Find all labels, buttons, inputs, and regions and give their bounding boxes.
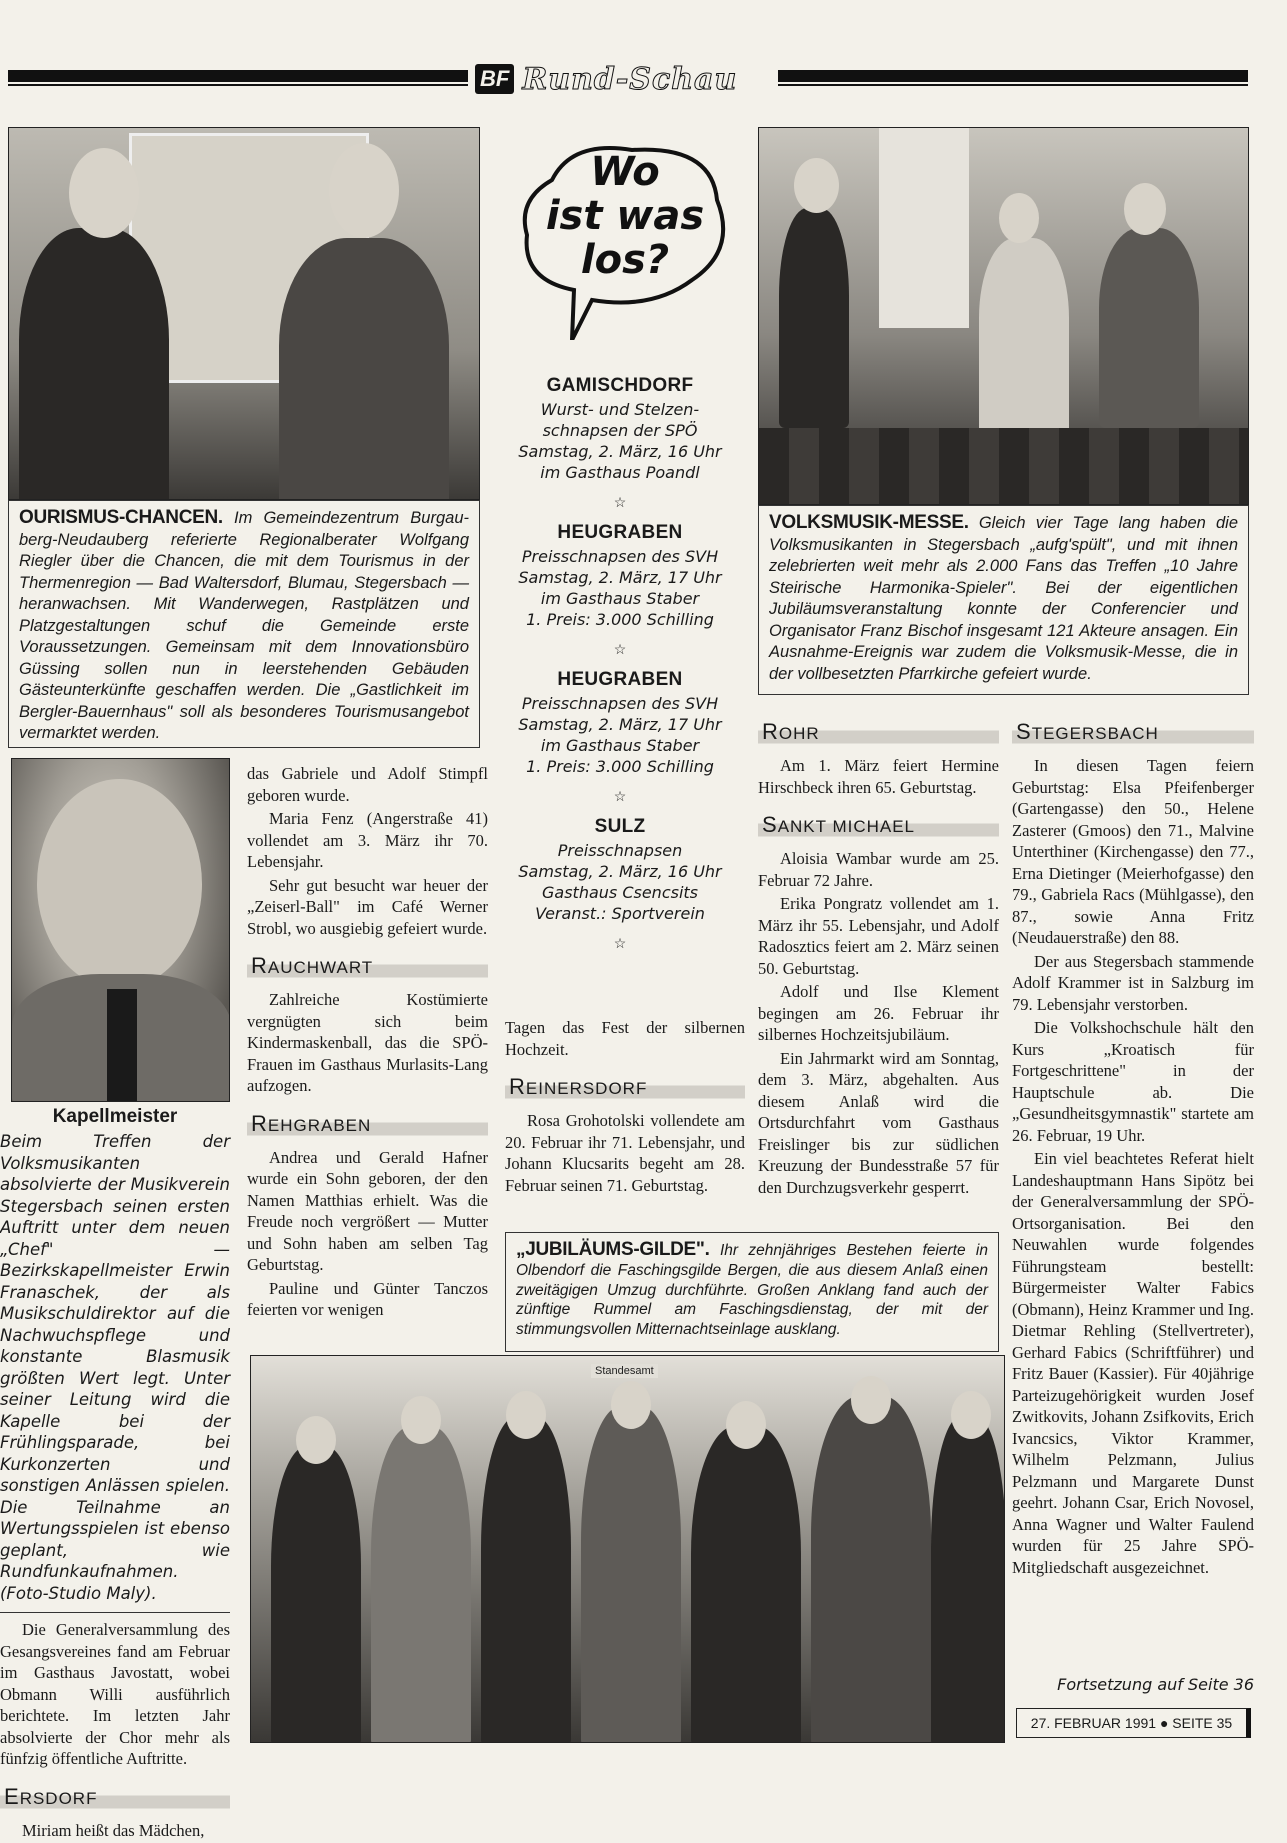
person: [1099, 228, 1199, 428]
person: [779, 208, 849, 428]
article-text: Beim Treffen der Volksmusikanten absolvierte der Musikverein Stegersbach seinen ersten Auftritt unter dem neuen „Chef" — Bezirkskapellmeister Erwin Franaschek, der als Musikschuldirektor auf die Nachwuchspflege und konstante Blasmusik größten Wert legt. Unter seiner Leitung wird die Kapelle bei der Frühlingsparade, bei Kurkonzerten und sonstigen Anlässen spielen. Die Teilnahme an Wertungsspielen ist ebenso geplant, wie Rundfunkaufnahmen. (Foto-Studio Maly).: [0, 1132, 230, 1603]
paragraph: In diesen Tagen feiern Geburtstag: Elsa Pfeifenberger (Gartengasse) den 50., Helene Zasterer (Gmoos) den 71., Malvine Unterthiner (Kirchengasse) den 77., Erna Dietinger (Meierhofgasse) den 79., Gabriela Racs (Mühlgasse), den 87., sowie Anna Fritz (Neudauerstraße) den 88.: [1012, 756, 1254, 947]
event-line: Samstag, 2. März, 17 Uhr: [518, 568, 722, 587]
event-line: Gasthaus Csencsits: [542, 883, 698, 902]
person: [279, 238, 449, 500]
event-line: im Gasthaus Staber: [540, 589, 700, 608]
paragraph: Am 1. März feiert Hermine Hirschbeck ihren 65. Geburtstag.: [758, 756, 999, 797]
event-line: Preisschnapsen des SVH: [521, 547, 719, 566]
paragraph: Die Volkshochschule hält den Kurs „Kroatisch für Fortgeschrittene" in der Hauptschule ab. Die „Gesundheitsgymnastik" startete am 26. Februar, 19 Uhr.: [1012, 1018, 1254, 1145]
event-line: Veranst.: Sportverein: [535, 904, 705, 923]
caption-headline: VOLKSMUSIK-MESSE.: [769, 512, 969, 533]
star-icon: ☆: [613, 643, 627, 658]
star-icon: ☆: [613, 790, 627, 805]
paragraph: Zahlreiche Kostümierte vergnügten sich beim Kindermaskenball, das die SPÖ-Frauen im Gasthaus Murlasits-Lang aufzogen.: [247, 990, 488, 1095]
bubble-line: Wo: [590, 149, 660, 195]
face: [329, 143, 399, 238]
paragraph: Der aus Stegersbach stammende Adolf Krammer ist in Salzburg im 79. Lebensjahr verstorben.: [1012, 951, 1254, 1014]
column-4: [758, 705, 999, 1200]
kapellmeister-article: [0, 1102, 230, 1843]
face: [999, 193, 1039, 243]
event-line: Wurst- und Stelzen-: [540, 400, 700, 419]
event-item: [505, 816, 735, 924]
logo-rundschau: Rund-Schau: [522, 61, 738, 97]
logo-bf: BF: [475, 64, 514, 94]
event-line: Samstag, 2. März, 16 Uhr: [518, 862, 722, 881]
face: [69, 148, 139, 238]
paragraph: Erika Pongratz vollendet am 1. März ihr 55. Lebensjahr, und Adolf Radosztics feiert am 2. März seinen 50. Geburtstag.: [758, 894, 999, 978]
event-place: SULZ: [594, 816, 646, 837]
section-heading: RAUCHWART: [247, 953, 488, 979]
event-line: im Gasthaus Poandl: [540, 463, 700, 482]
section-heading: REHGRABEN: [247, 1111, 488, 1137]
divider: [0, 1612, 230, 1613]
face: [506, 1391, 546, 1439]
event-place: HEUGRABEN: [557, 669, 683, 690]
person: [581, 1406, 681, 1743]
star-icon: ☆: [613, 496, 627, 511]
face: [951, 1391, 991, 1439]
person: [271, 1446, 361, 1743]
bubble-text: [530, 150, 720, 282]
paragraph: Pauline und Günter Tanczos feierten vor wenigen: [247, 1278, 488, 1319]
pillar: [879, 128, 969, 328]
event-item: [505, 375, 735, 483]
face: [794, 158, 839, 213]
event-line: schnapsen der SPÖ: [542, 421, 698, 440]
photo-volksmusik: [758, 127, 1249, 505]
event-item: [505, 669, 735, 777]
bubble-line: ist was: [545, 193, 705, 239]
caption-headline: OURISMUS-CHANCEN.: [19, 507, 223, 528]
column-5: [1012, 705, 1254, 1580]
paragraph: Rosa Grohotolski vollendete am 20. Februar ihr 71. Lebensjahr, und Johann Klucsarits begeht am 28. Februar seinen 71. Geburtstag.: [505, 1111, 745, 1195]
tie: [107, 989, 137, 1102]
person: [19, 228, 169, 500]
header-rule-left: [8, 70, 468, 82]
face: [296, 1416, 336, 1464]
caption-text: Gleich vier Tage lang haben die Volksmusikanten in Stegersbach „aufg'spült", und mit ihnen zelebrierten weit mehr als 2.000 Fans das Treffen „10 Jahre Steirische Harmonika-Spieler". Bei der eigentlichen Jubiläumsveranstaltung konnte der Conferencier und Organisator Franz Bischof insgesamt 121 Akteure ansagen. Ein Ausnahme-Ereignis war zudem die Volksmusik-Messe, die in der vollbesetzten Pfarrkirche gefeiert wurde.: [769, 514, 1238, 683]
event-line: 1. Preis: 3.000 Schilling: [526, 757, 714, 776]
face: [37, 779, 202, 989]
paragraph: Maria Fenz (Angerstraße 41) vollendet am 3. März ihr 70. Lebensjahr.: [247, 809, 488, 871]
caption-text: Ihr zehnjähriges Bestehen feierte in Olbendorf die Faschingsgilde Bergen, die aus diesem Anlaß einen zweitägigen Umzug durchführte. Großen Anklang fand auch der zünftige Rummel am Faschingsdienstag, der mit der stimmungsvollen Mitternachtseinlage ausklang.: [516, 1242, 988, 1338]
photo-faschingsgilde: [250, 1355, 1005, 1743]
page-footer: 27. FEBRUAR 1991 ● SEITE 35: [1016, 1708, 1251, 1738]
event-line: Preisschnapsen: [557, 841, 683, 860]
star-icon: ☆: [613, 937, 627, 952]
event-place: HEUGRABEN: [557, 522, 683, 543]
face: [1124, 183, 1166, 235]
event-line: Preisschnapsen des SVH: [521, 694, 719, 713]
face: [851, 1376, 891, 1424]
event-item: [505, 522, 735, 630]
continued-note: Fortsetzung auf Seite 36: [1057, 1675, 1254, 1694]
section-heading: ERSDORF: [0, 1784, 230, 1810]
caption-text: Im Gemeindezentrum Burgau-berg-Neudauberg referierte Regionalberater Wolfgang Riegler über die Chancen, die mit dem Tourismus in der Thermenregion — Bad Waltersdorf, Blumau, Stegersbach — heranwachsen. Mit Wanderwegen, Rastplätzen und Platzgestaltungen schuf die Gemeinde erste Voraussetzungen. Gemeinsam mit dem Innovationsbüro Güssing sollen nun in leerstehenden Gebäuden Gästeunterkünfte geschaffen werden. Die „Gastlichkeit im Bergler-Bauernhaus" soll als besonderes Tourismusangebot vermarktet werden.: [19, 509, 469, 742]
event-line: Samstag, 2. März, 16 Uhr: [518, 442, 722, 461]
paragraph: Sehr gut besucht war heuer der „Zeiserl-Ball" im Café Werner Strobl, wo ausgiebig gefeiert wurde.: [247, 875, 488, 938]
caption-volksmusik: [758, 505, 1249, 695]
event-list: [505, 365, 735, 957]
caption-jubilaeum: [505, 1232, 999, 1352]
article-text-block: [0, 1619, 230, 1841]
event-line: 1. Preis: 3.000 Schilling: [526, 610, 714, 629]
paragraph: das Gabriele und Adolf Stimpfl geboren wurde.: [247, 764, 488, 805]
person: [481, 1416, 571, 1743]
caption-tourismus: [8, 500, 480, 748]
person: [979, 238, 1069, 438]
person: [691, 1426, 801, 1743]
bubble-line: los?: [580, 237, 670, 283]
paragraph: Ein Jahrmarkt wird am Sonntag, dem 3. März, abgehalten. Aus diesem Anlaß wird die Ortsdurchfahrt vom Gasthaus Freislinger bis zur südlichen Kreuzung der Bundesstraße 57 für den Durchzugsverkehr gesperrt.: [758, 1048, 999, 1197]
paragraph: Andrea und Gerald Hafner wurde ein Sohn geboren, der den Namen Matthias erhielt. Was die Freude noch vergrößert — Mutter und Sohn haben am selben Tag Geburtstag.: [247, 1147, 488, 1274]
event-line: Samstag, 2. März, 17 Uhr: [518, 715, 722, 734]
paragraph: Adolf und Ilse Klement begingen am 26. Februar ihr silbernes Hochzeitsjubiläum.: [758, 982, 999, 1044]
paragraph: Miriam heißt das Mädchen,: [22, 1820, 205, 1840]
paragraph: Tagen das Fest der silbernen Hochzeit.: [505, 1018, 745, 1059]
person: [371, 1426, 471, 1743]
person: [811, 1396, 931, 1743]
paragraph: Aloisia Wambar wurde am 25. Februar 72 Jahre.: [758, 849, 999, 890]
section-heading: STEGERSBACH: [1012, 719, 1254, 745]
event-place: GAMISCHDORF: [546, 375, 694, 396]
face: [611, 1381, 651, 1429]
paragraph: Die Generalversammlung des Gesangsvereines fand am Februar im Gasthaus Javostatt, wobei Obmann Willi ausführlich berichtete. Im letzten Jahr absolvierte der Chor mehr als fünfzig öffentliche Auftritte.: [0, 1620, 230, 1768]
face: [401, 1396, 441, 1444]
floor: [759, 428, 1248, 505]
column-2: [247, 763, 488, 1323]
sign: Standesamt: [591, 1364, 658, 1378]
section-heading: SANKT MICHAEL: [758, 812, 999, 838]
paragraph: Ein viel beachtetes Referat hielt Landeshauptmann Hans Sipötz bei der Generalversammlung der SPÖ-Ortsorganisation. Bei den Neuwahlen wurde folgendes Führungsteam bestellt: Bürgermeister Walter Fabics (Obmann), Heinz Krammer und Ing. Dietmar Rehling (Stellvertreter), Gerhard Fabics (Schriftführer) und Fritz Bauer (Kassier). Für 40jährige Parteizugehörigkeit wurden Josef Zwitkovits, Johann Zsifkovits, Erich Ivancsics, Viktor Krammer, Wilhelm Pelzmann, Julius Pelzmann und Margarete Dunst geehrt. Johann Csar, Erich Novosel, Anna Wagner und Walter Faulend wurden für 25 Jahre SPÖ-Mitgliedschaft ausgezeichnet.: [1012, 1149, 1254, 1577]
header-rule-right: [778, 70, 1248, 82]
event-line: im Gasthaus Staber: [540, 736, 700, 755]
section-heading: REINERSDORF: [505, 1074, 745, 1100]
caption-headline: „JUBILÄUMS-GILDE".: [516, 1239, 710, 1260]
photo-tourismus: [8, 127, 480, 500]
person: [931, 1416, 1005, 1743]
column-3: [505, 1017, 745, 1198]
article-title: Kapellmeister: [52, 1106, 178, 1127]
photo-kapellmeister: [11, 758, 230, 1102]
face: [726, 1401, 766, 1449]
section-logo: [475, 62, 765, 96]
section-heading: ROHR: [758, 719, 999, 745]
